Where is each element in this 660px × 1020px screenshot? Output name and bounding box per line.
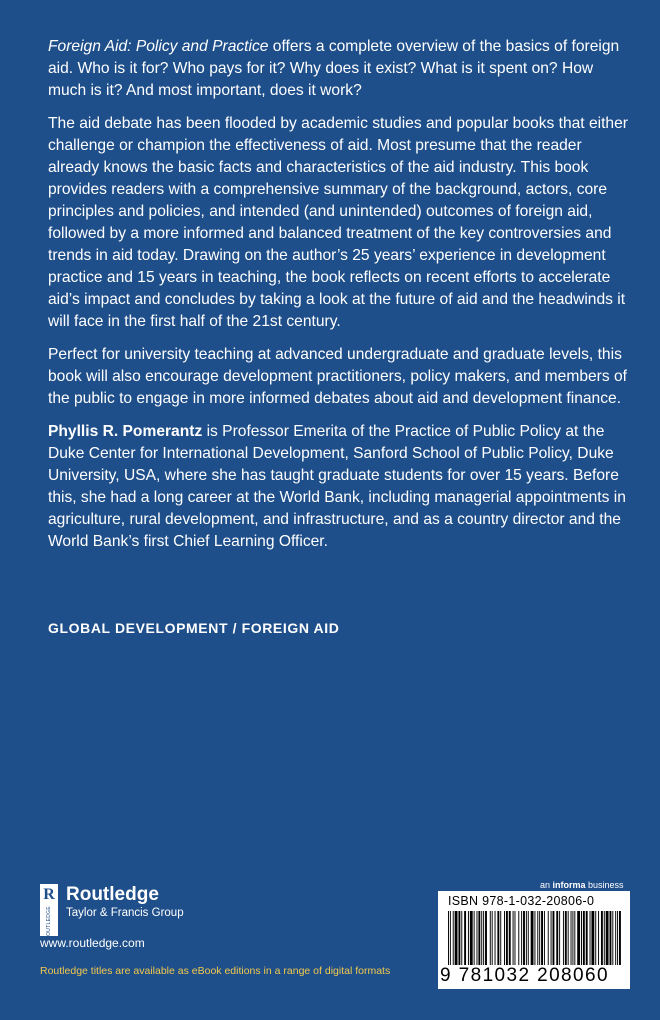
- publisher-name: Routledge: [66, 884, 159, 905]
- barcode-bar: [563, 911, 564, 973]
- informa-suffix: business: [585, 880, 624, 890]
- publisher-block: [40, 884, 184, 940]
- author-bio-text: is Professor Emerita of the Practice of Public Policy at the Duke Center for International Development, Sanford School of Public Policy, Duke University, USA, where she has taught graduate students for over 15 years. Before this, she had a long career at the World Bank, including managerial appointments in agriculture, rural development, and infrastructure, and as a country director and the World Bank’s first Chief Learning Officer.: [48, 423, 626, 550]
- barcode-bar: [497, 911, 499, 973]
- informa-business-label: [540, 880, 624, 890]
- barcode-bar: [610, 911, 612, 973]
- informa-brand: informa: [552, 880, 586, 890]
- barcode-bar: [577, 911, 580, 973]
- barcode-bar: [604, 911, 605, 973]
- barcode-bar: [474, 911, 475, 973]
- logo-vertical-text: ROUTLEDGE: [46, 906, 52, 940]
- barcode-bar: [606, 911, 609, 973]
- barcode-bar: [458, 911, 460, 973]
- barcode-bar: [500, 911, 501, 973]
- barcode-bar: [515, 911, 516, 973]
- publisher-text: [66, 884, 184, 920]
- barcode-bar: [490, 911, 491, 973]
- barcode-bar: [518, 911, 519, 973]
- barcode-bar: [559, 911, 560, 973]
- barcode-bars: [446, 911, 622, 973]
- barcode-bar: [453, 911, 454, 973]
- barcode-bar: [617, 911, 618, 973]
- logo-letter: R: [43, 886, 55, 903]
- barcode-bar: [537, 911, 538, 973]
- barcode-bar: [568, 911, 569, 973]
- subject-category: GLOBAL DEVELOPMENT / FOREIGN AID: [48, 620, 340, 636]
- barcode-bar: [583, 911, 585, 973]
- isbn-barcode: [438, 891, 630, 989]
- informa-prefix: an: [540, 880, 553, 890]
- barcode-bar: [528, 911, 529, 973]
- barcode-bar: [556, 911, 558, 973]
- barcode-bar: [601, 911, 603, 973]
- barcode-bar: [526, 911, 527, 973]
- barcode-bar: [485, 911, 487, 973]
- barcode-bar: [534, 911, 535, 973]
- barcode-digits: 9 781032 208060: [440, 965, 628, 987]
- blurb-paragraph-1-text: offers a complete overview of the basics of foreign aid. Who is it for? Who pays for it? Why does it exist? What is it spent on? How much is it? And most important, does it work?: [48, 38, 620, 99]
- barcode-bar: [619, 911, 621, 973]
- barcode-bar: [586, 911, 588, 973]
- barcode-bar: [571, 911, 572, 973]
- barcode-bar: [572, 911, 573, 973]
- barcode-bar: [478, 911, 480, 973]
- barcode-bar: [612, 911, 613, 973]
- barcode-bar: [581, 911, 582, 973]
- barcode-bar: [477, 911, 478, 973]
- barcode-bar: [495, 911, 496, 973]
- barcode-bar: [548, 911, 549, 973]
- routledge-logo-icon: [40, 884, 58, 940]
- barcode-bar: [513, 911, 514, 973]
- barcode-bar: [598, 911, 599, 973]
- barcode-bar: [506, 911, 508, 973]
- barcode-bar: [531, 911, 534, 973]
- barcode-bar: [565, 911, 567, 973]
- barcode-bar: [544, 911, 545, 973]
- barcode-bar: [553, 911, 555, 973]
- publisher-group: Taylor & Francis Group: [66, 907, 184, 919]
- barcode-bar: [615, 911, 616, 973]
- barcode-bar: [523, 911, 525, 973]
- barcode-bar: [541, 911, 543, 973]
- publisher-url: www.routledge.com: [40, 936, 145, 950]
- barcode-bar: [551, 911, 552, 973]
- author-bio: [48, 421, 628, 553]
- barcode-bar: [521, 911, 522, 973]
- blurb-paragraph-2: The aid debate has been flooded by academic studies and popular books that either challenge or champion the effectiveness of aid. Most presume that the reader already knows the basic facts and characteristics of the aid industry. This book provides readers with a comprehensive summary of the background, actors, core principles and policies, and intended (and unintended) outcomes of foreign aid, followed by a more informed and balanced treatment of the key controversies and trends in aid today. Drawing on the author’s 25 years’ experience in development practice and 15 years in teaching, the book reflects on recent efforts to accelerate aid’s impact and concludes by taking a look at the future of aid and the headwinds it will face in the first half of the 21st century.: [48, 115, 628, 330]
- barcode-bar: [468, 911, 469, 973]
- back-cover-text: [48, 36, 628, 564]
- barcode-bar: [539, 911, 540, 973]
- barcode-bar: [461, 911, 462, 973]
- barcode-bar: [483, 911, 484, 973]
- ebook-note: Routledge titles are available as eBook editions in a range of digital formats: [40, 965, 391, 977]
- barcode-bar: [574, 911, 575, 973]
- barcode-bar: [481, 911, 482, 973]
- barcode-bar: [504, 911, 505, 973]
- barcode-bar: [448, 911, 449, 973]
- barcode-bar: [591, 911, 594, 973]
- barcode-bar: [492, 911, 493, 973]
- blurb-paragraph-3: Perfect for university teaching at advanced undergraduate and graduate levels, this book will also encourage development practitioners, policy makers, and members of the public to engage in more informed debates about aid and development finance.: [48, 346, 627, 407]
- blurb-paragraph-1: [48, 36, 628, 102]
- author-name: Phyllis R. Pomerantz: [48, 423, 203, 440]
- barcode-bar: [455, 911, 458, 973]
- barcode-bar: [464, 911, 466, 973]
- book-title-italic: Foreign Aid: Policy and Practice: [48, 38, 269, 55]
- barcode-bar: [509, 911, 511, 973]
- barcode-bar: [595, 911, 596, 973]
- barcode-bar: [470, 911, 473, 973]
- barcode-bar: [590, 911, 591, 973]
- isbn-label: ISBN 978-1-032-20806-0: [448, 894, 595, 908]
- barcode-bar: [450, 911, 451, 973]
